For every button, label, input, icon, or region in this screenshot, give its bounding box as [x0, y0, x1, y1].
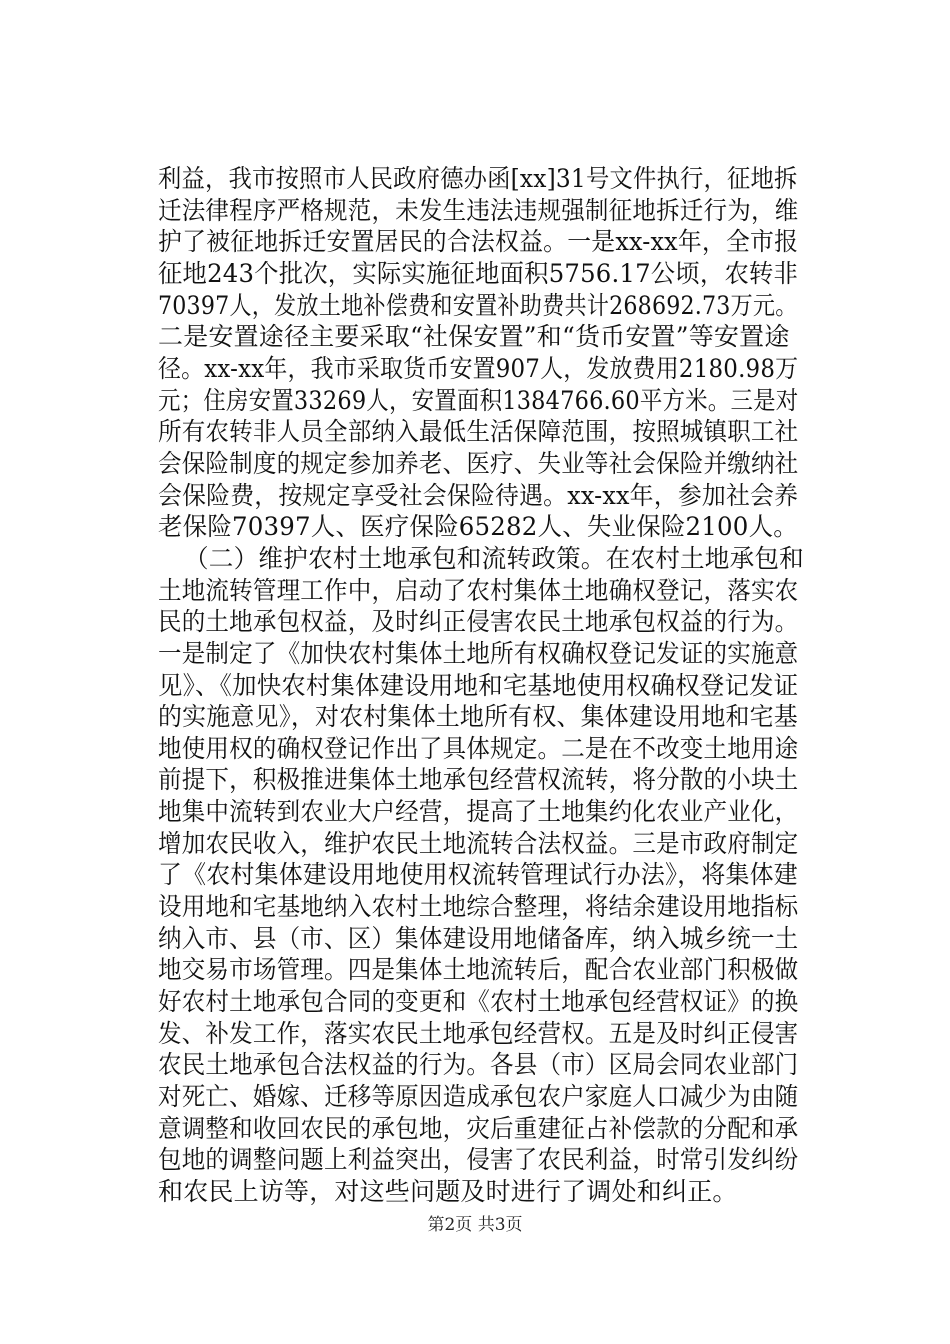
text-line: 了《农村集体建设用地使用权流转管理试行办法》，将集体建 — [158, 860, 798, 889]
text-line: 护了被征地拆迁安置居民的合法权益。一是xx-xx年，全市报 — [158, 227, 799, 256]
text-line: 增加农民收入，维护农民土地流转合法权益。三是市政府制定 — [158, 829, 799, 858]
text-line: 径。xx-xx年，我市采取货币安置907人，发放费用2180.98万 — [158, 354, 799, 383]
text-line: 老保险70397人、医疗保险65282人、失业保险2100人。 — [158, 512, 798, 541]
text-line: 征地243个批次，实际实施征地面积5756.17公顷，农转非 — [158, 259, 799, 288]
text-line: 土地流转管理工作中，启动了农村集体土地确权登记，落实农 — [158, 576, 799, 605]
text-line: 民的土地承包权益，及时纠正侵害农民土地承包权益的行为。 — [158, 607, 799, 636]
text-line: 发、补发工作，落实农民土地承包经营权。五是及时纠正侵害 — [158, 1019, 799, 1048]
text-line: 和农民上访等，对这些问题及时进行了调处和纠正。 — [158, 1177, 738, 1206]
text-line: 的实施意见》，对农村集体土地所有权、集体建设用地和宅基 — [158, 702, 798, 731]
page-number-footer: 第2页 共3页 — [427, 1215, 523, 1235]
text-line: 元；住房安置33269人，安置面积1384766.60平方米。三是对 — [158, 386, 799, 415]
text-line: 迁法律程序严格规范，未发生违法违规强制征地拆迁行为，维 — [158, 196, 799, 225]
text-line: 包地的调整问题上利益突出，侵害了农民利益，时常引发纠纷 — [158, 1145, 799, 1174]
text-line: 好农村土地承包合同的变更和《农村土地承包经营权证》的换 — [158, 987, 799, 1016]
paragraph-heading-line: （二）维护农村土地承包和流转政策。在农村土地承包和 — [184, 544, 804, 573]
text-line: 一是制定了《加快农村集体土地所有权确权登记发证的实施意 — [158, 639, 799, 668]
text-line: 地交易市场管理。四是集体土地流转后，配合农业部门积极做 — [158, 955, 799, 984]
text-line: 地集中流转到农业大户经营，提高了土地集约化农业产业化， — [158, 797, 799, 826]
text-line: 70397人，发放土地补偿费和安置补助费共计268692.73万元。 — [158, 291, 798, 320]
text-line: 所有农转非人员全部纳入最低生活保障范围，按照城镇职工社 — [158, 417, 799, 446]
text-line: 设用地和宅基地纳入农村土地综合整理，将结余建设用地指标 — [158, 892, 799, 921]
text-line: 会保险费，按规定享受社会保险待遇。xx-xx年，参加社会养 — [158, 481, 799, 510]
text-line: 见》、《加快农村集体建设用地和宅基地使用权确权登记发证 — [158, 671, 799, 700]
text-line: 农民土地承包合法权益的行为。各县（市）区局会同农业部门 — [158, 1050, 799, 1079]
text-line: 二是安置途径主要采取“社保安置”和“货币安置”等安置途 — [158, 322, 790, 351]
text-line: 地使用权的确权登记作出了具体规定。二是在不改变土地用途 — [158, 734, 799, 763]
text-line: 会保险制度的规定参加养老、医疗、失业等社会保险并缴纳社 — [158, 449, 799, 478]
text-line: 前提下，积极推进集体土地承包经营权流转，将分散的小块土 — [158, 765, 799, 794]
text-line: 对死亡、婚嫁、迁移等原因造成承包农户家庭人口减少为由随 — [158, 1082, 799, 1111]
text-line: 意调整和收回农民的承包地，灾后重建征占补偿款的分配和承 — [158, 1114, 799, 1143]
text-line: 纳入市、县（市、区）集体建设用地储备库，纳入城乡统一土 — [158, 924, 799, 953]
text-line: 利益，我市按照市人民政府德办函[xx]31号文件执行，征地拆 — [158, 164, 798, 193]
